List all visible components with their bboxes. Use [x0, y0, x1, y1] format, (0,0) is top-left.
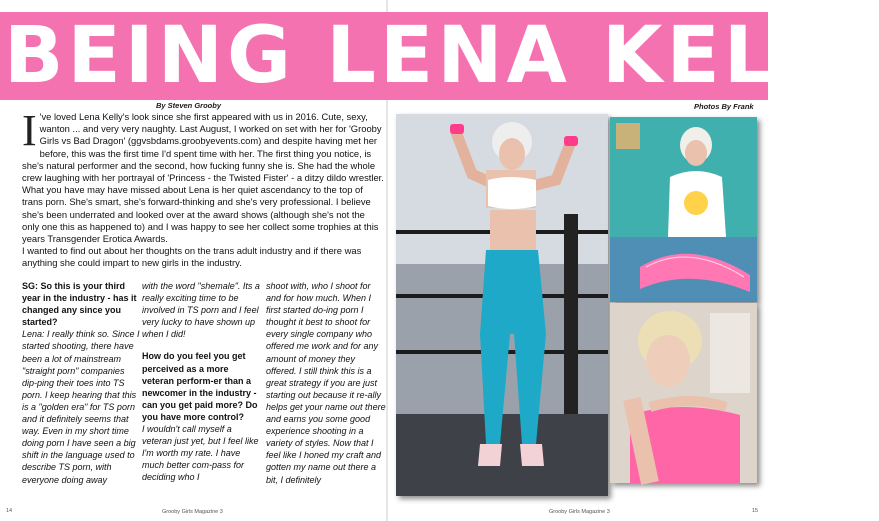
top-inset-photo — [610, 117, 757, 302]
interview-question-1: SG: So this is your third year in the industry - has it changed any since you started? — [22, 281, 137, 328]
intro-paragraph-2: What you have may have missed about Lena is her quiet ascendancy to the top of trans porn. She's smart, she's forward-thinking and she's very professional. I believe she's been underrated and looked over at the award shows (although she's not the only one this as happened to) and I was happy to see her collect some trophies at this years Transgender Erotica Awards. — [22, 184, 379, 245]
footer-magazine-left: Grooby Girls Magazine 3 — [162, 509, 223, 515]
interview-answer-1: Lena: I really think so. Since I started shooting, there have been a lot of mainstream "straight porn" companies dip-ping their toes into TS porn. I keep hearing that this is a "golden era" for TS porn and it definitely seems that way. Even in my short time doing porn I have seen a big shift in the language used to describe TS porn, with everyone doing away — [22, 329, 140, 485]
interview-answer-1-cont: with the word "shemale". Its a really exciting time to be involved in TS porn and I feel very lucky to have shown up when I did! — [142, 281, 260, 340]
interview-answer-2: I wouldn't call myself a veteran just yet, but I feel like I'm worth my rate. I have much better com-pass for deciding who I — [142, 424, 259, 483]
interview-column-2 — [142, 280, 260, 494]
intro-paragraph-3: I wanted to find out about her thoughts on the trans adult industry and if there was anything she could impart to new girls in the industry. — [22, 245, 362, 269]
interview-column-1 — [22, 280, 140, 496]
page-number-left: 14 — [6, 508, 13, 514]
article-title: BEING LENA KELLY — [4, 11, 879, 101]
photo-credit: Photos By Frank — [694, 102, 754, 111]
drop-cap: I — [22, 106, 37, 155]
bottom-inset-photo — [610, 303, 757, 483]
article-intro — [22, 106, 384, 270]
page-number-right: 15 — [752, 508, 759, 514]
footer-magazine-right: Grooby Girls Magazine 3 — [549, 509, 610, 515]
selfie-photo-illustration — [610, 303, 757, 483]
intro-paragraph-1: 've loved Lena Kelly's look since she first appeared with us in 2016. Cute, sexy, wanton ... and very very naughty. Last August, I worked on set with her for 'Grooby Girls vs Bad Dragon' (ggvsbdams.groobyevents.com) and despite having met her before, this was the first time I'd spent time with her. The first thing you notice, is she's natural performer and the second, how fucking funny she is. She had the whole crew laughing with her portrayal of 'Princess - the Twisted Fister' - a ditzy dildo wrestler. — [22, 111, 384, 184]
boxing-ring-photo-illustration — [396, 114, 608, 496]
interview-answer-2-cont: shoot with, who I shoot for and for how much. When I first started do-ing porn I thought it best to shoot for every single company who offered me work and for any amount of money they offered. I still think this is a great strategy if you are just starting out because it re-ally helps get your name out there and earns you some good experience shooting in a variety of styles. Now that I feel like I honed my craft and gotten my name out there a bit, I definitely — [266, 281, 386, 485]
author-byline: By Steven Grooby — [156, 101, 222, 110]
title-banner — [0, 11, 879, 101]
interview-column-3 — [266, 280, 386, 496]
main-photo — [396, 114, 608, 496]
interview-question-2: How do you feel you get perceived as a more veteran perform-er than a newcomer in the industry - can you get paid more? Do you have more control? — [142, 351, 258, 422]
bedroom-photo-illustration — [610, 117, 757, 302]
